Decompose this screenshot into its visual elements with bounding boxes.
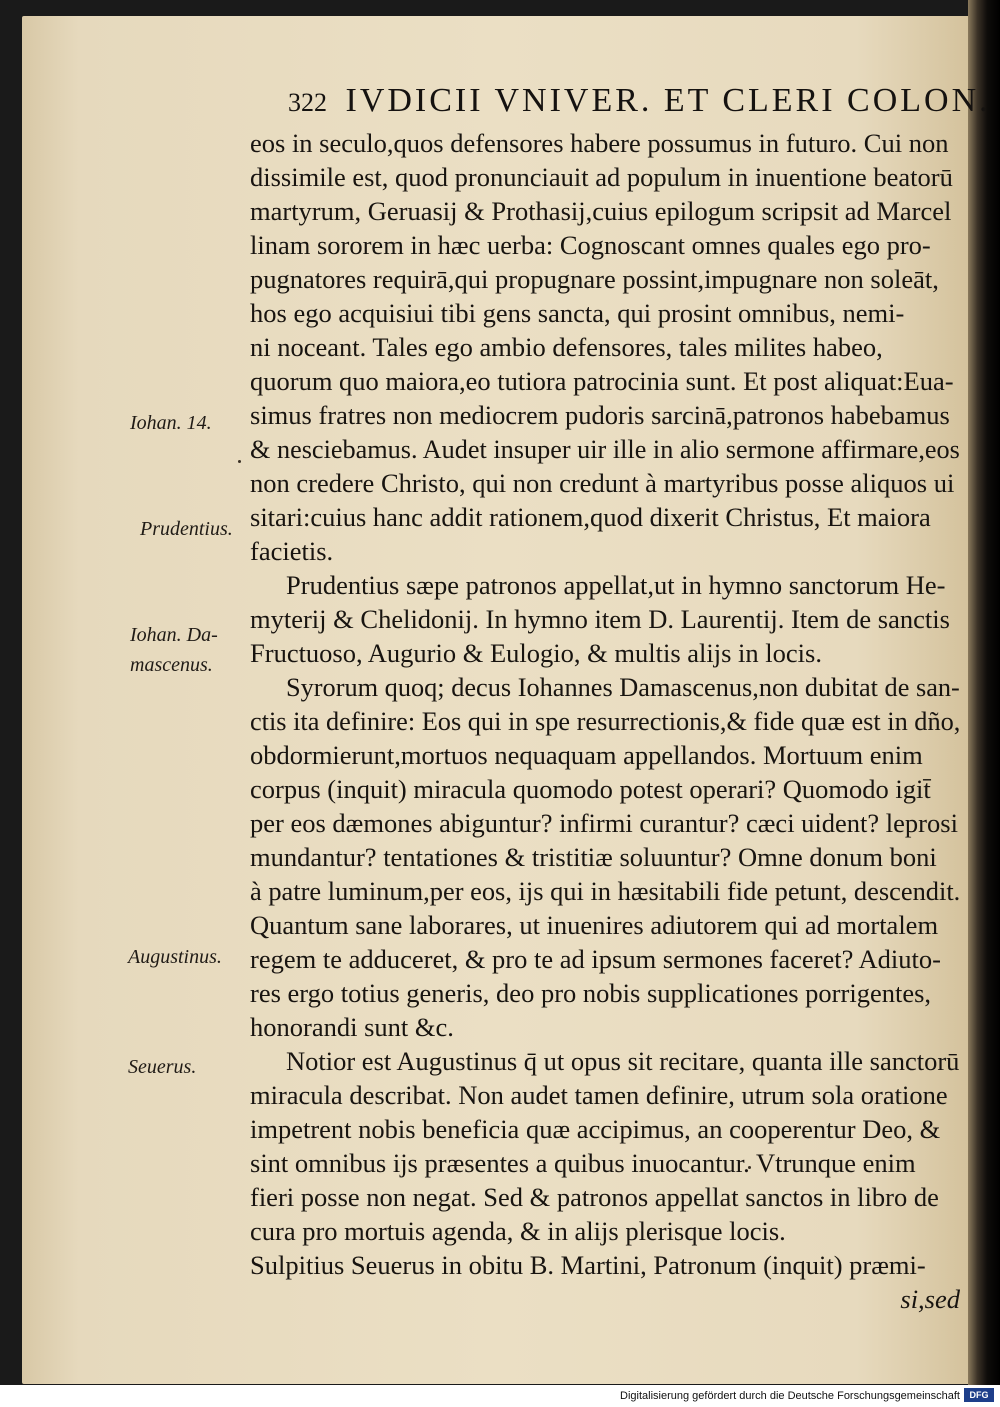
text-line: regem te adduceret, & pro te ad ipsum sermones faceret? Adiuto-: [250, 944, 941, 974]
margin-note-prudentius: Prudentius.: [140, 518, 233, 540]
text-line: myterij & Chelidonij. In hymno item D. Laurentij. Item de sanctis: [250, 604, 950, 634]
text-line: facietis.: [250, 536, 334, 566]
text-line: Sulpitius Seuerus in obitu B. Martini, Patronum (inquit) præmi-: [250, 1250, 926, 1280]
text-line: martyrum, Geruasij & Prothasij,cuius epilogum scripsit ad Marcel: [250, 196, 952, 226]
text-line: mundantur? tentationes & tristitiæ soluuntur? Omne donum boni: [250, 842, 937, 872]
margin-note-iohan-14: Iohan. 14.: [130, 412, 212, 434]
text-line: corpus (inquit) miracula quomodo potest operari? Quomodo igit̄: [250, 774, 931, 804]
catchword: si,sed: [900, 1284, 960, 1314]
margin-note-damascenus-2: mascenus.: [130, 654, 213, 676]
ink-speck: [238, 460, 241, 463]
text-line: à patre luminum,per eos, ijs qui in hæsitabili fide petunt, descendit.: [250, 876, 960, 906]
text-line: per eos dæmones abiguntur? infirmi curantur? cæci uident? leprosi: [250, 808, 958, 838]
body-text: [250, 126, 960, 1316]
text-line: sitari:cuius hanc addit rationem,quod dixerit Christus, Et maiora: [250, 502, 931, 532]
text-line: sint omnibus ijs præsentes a quibus inuocantur. Vtrunque enim: [250, 1148, 916, 1178]
dfg-logo: DFG: [964, 1388, 994, 1402]
text-line: Prudentius sæpe patronos appellat,ut in hymno sanctorum He-: [286, 570, 946, 600]
text-line: impetrent nobis beneficia quæ accipimus, an cooperentur Deo, &: [250, 1114, 941, 1144]
text-line: ctis ita definire: Eos qui in spe resurrectionis,& fide quæ est in dño,: [250, 706, 960, 736]
page-number: 322: [288, 88, 327, 117]
text-line: fieri posse non negat. Sed & patronos appellat sanctos in libro de: [250, 1182, 939, 1212]
text-line: obdormierunt,mortuos nequaquam appellandos. Mortuum enim: [250, 740, 923, 770]
text-line: Notior est Augustinus q̄ ut opus sit recitare, quanta ille sanctorū: [286, 1046, 960, 1076]
book-spine-shadow: [968, 0, 1000, 1385]
text-line: hos ego acquisiui tibi gens sancta, qui prosint omnibus, nemi-: [250, 298, 905, 328]
text-line: miracula describat. Non audet tamen definire, utrum sola oratione: [250, 1080, 948, 1110]
page-header: [288, 82, 991, 120]
text-line: honorandi sunt &c.: [250, 1012, 454, 1042]
text-line: ni noceant. Tales ego ambio defensores, tales milites habeo,: [250, 332, 883, 362]
text-line: Fructuoso, Augurio & Eulogio, & multis alijs in locis.: [250, 638, 822, 668]
text-line: pugnatores requirā,qui propugnare possint,impugnare non soleāt,: [250, 264, 939, 294]
funding-credit: Digitalisierung gefördert durch die Deutsche Forschungsgemeinschaft: [620, 1390, 960, 1402]
text-line: eos in seculo,quos defensores habere possumus in futuro. Cui non: [250, 128, 949, 158]
text-line: quorum quo maiora,eo tutiora patrocinia sunt. Et post aliquat:Eua-: [250, 366, 954, 396]
margin-note-augustinus: Augustinus.: [128, 946, 222, 968]
text-line: & nesciebamus. Audet insuper uir ille in alio sermone affirmare,eos: [250, 434, 960, 464]
text-line: Syrorum quoq; decus Iohannes Damascenus,non dubitat de san-: [286, 672, 960, 702]
text-line: non credere Christo, qui non credunt à martyribus posse aliquos ui: [250, 468, 955, 498]
text-line: cura pro mortuis agenda, & in alijs plerisque locis.: [250, 1216, 786, 1246]
margin-note-damascenus-1: Iohan. Da-: [130, 624, 218, 646]
running-title: IVDICII VNIVER. ET CLERI COLON.: [345, 82, 991, 119]
text-line: linam sororem in hæc uerba: Cognoscant omnes quales ego pro-: [250, 230, 931, 260]
text-line: simus fratres non mediocrem pudoris sarcinā,patronos habebamus: [250, 400, 950, 430]
text-line: Quantum sane laborares, ut inuenires adiutorem qui ad mortalem: [250, 910, 939, 940]
text-line: res ergo totius generis, deo pro nobis supplicationes porrigentes,: [250, 978, 932, 1008]
text-line: dissimile est, quod pronunciauit ad populum in inuentione beatorū: [250, 162, 953, 192]
footer-bar: [0, 1385, 1000, 1407]
margin-note-seuerus: Seuerus.: [128, 1056, 197, 1078]
